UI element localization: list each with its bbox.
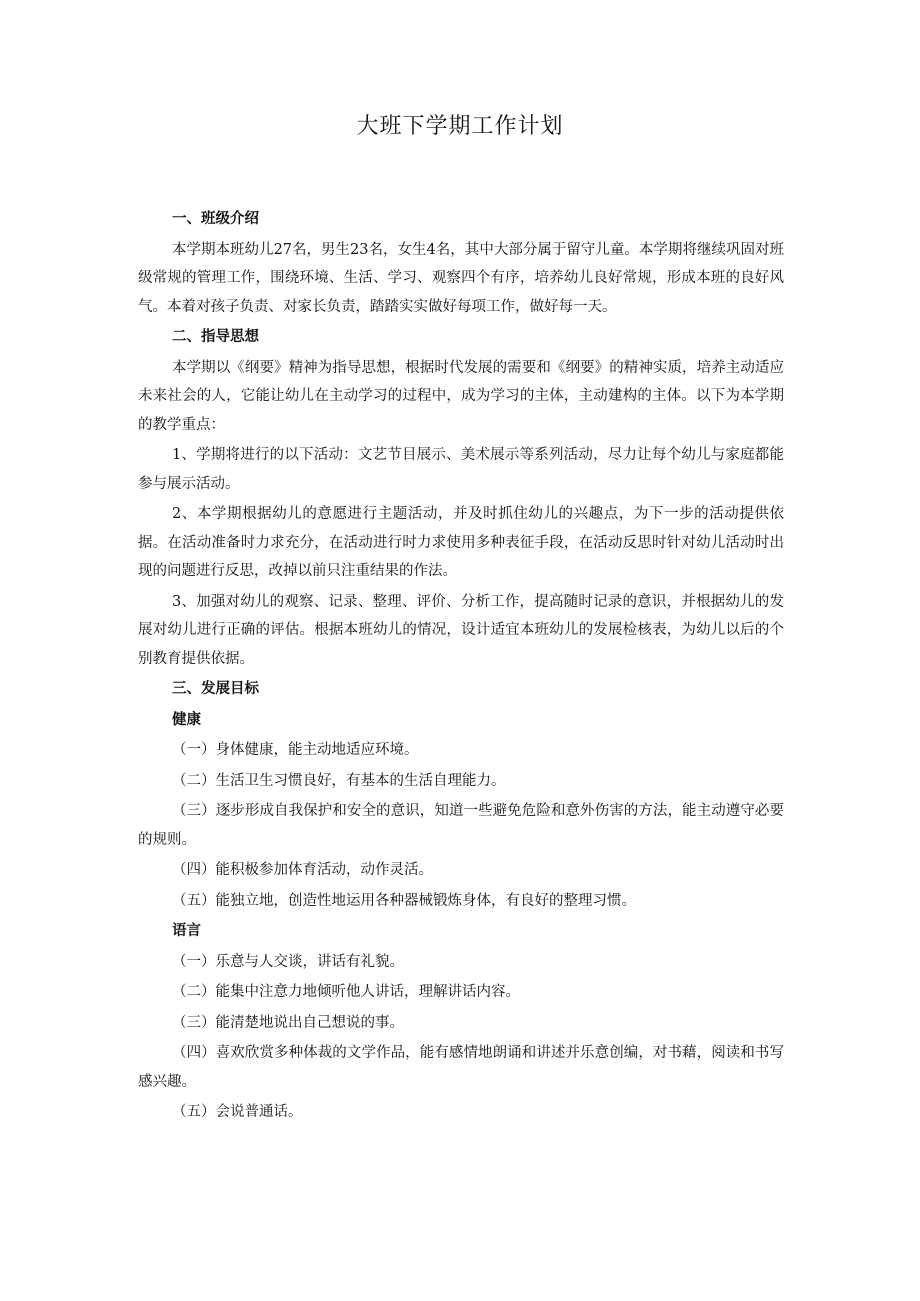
guiding-paragraph: 本学期以《纲要》精神为指导思想，根据时代发展的需要和《纲要》的精神实质，培养主动适应未来社会的人，它能让幼儿在主动学习的过程中，成为学习的主体，主动建构的主体。以下为本学期的教学重点： xyxy=(138,359,784,433)
health-item-3: （三）逐步形成自我保护和安全的意识，知道一些避免危险和意外伤害的方法，能主动遵守必要的规则。 xyxy=(138,803,784,848)
health-item-5: （五）能独立地，创造性地运用各种器械锻炼身体，有良好的整理习惯。 xyxy=(172,892,636,909)
document-title: 大班下学期工作计划 xyxy=(356,114,564,139)
health-item-2: （二）生活卫生习惯良好，有基本的生活自理能力。 xyxy=(172,772,506,789)
document-body xyxy=(138,205,784,1129)
language-item-5: （五）会说普通话。 xyxy=(172,1104,303,1120)
class-intro-paragraph: 本学期本班幼儿27名，男生23名，女生4名，其中大部分属于留守儿童。本学期将继续巩固对班级常规的管理工作，围绕环境、生活、学习、观察四个有序，培养幼儿良好常规，形成本班的良好风气。本着对孩子负责、对家长负责，踏踏实实做好每项工作，做好每一天。 xyxy=(138,241,784,315)
health-item-4: （四）能积极参加体育活动，动作灵活。 xyxy=(172,862,433,878)
guiding-point-2: 2、本学期根据幼儿的意愿进行主题活动，并及时抓住幼儿的兴趣点，为下一步的活动提供依据。在活动准备时力求充分，在活动进行时力求使用多种表征手段，在活动反思时针对幼儿活动时出现的问题进行反思，改掉以前只注重结果的作法。 xyxy=(138,506,784,579)
language-item-4: （四）喜欢欣赏多种体裁的文学作品，能有感情地朗诵和讲述并乐意创编，对书藉，阅读和书写感兴趣。 xyxy=(138,1045,784,1090)
language-item-3: （三）能清楚地说出自己想说的事。 xyxy=(172,1014,404,1031)
section-heading-class-intro: 一、班级介绍 xyxy=(172,210,259,227)
section-heading-guiding: 二、指导思想 xyxy=(172,328,259,345)
guiding-point-1: 1、学期将进行的以下活动：文艺节目展示、美术展示等系列活动，尽力让每个幼儿与家庭都能参与展示活动。 xyxy=(138,447,784,492)
section-heading-goals: 三、发展目标 xyxy=(172,680,259,697)
subsection-heading-language: 语言 xyxy=(172,922,201,939)
health-item-1: （一）身体健康，能主动地适应环境。 xyxy=(172,742,419,758)
language-item-1: （一）乐意与人交谈，讲话有礼貌。 xyxy=(172,953,404,970)
language-item-2: （二）能集中注意力地倾听他人讲话，理解讲话内容。 xyxy=(172,984,520,1000)
guiding-point-3: 3、加强对幼儿的观察、记录、整理、评价、分析工作，提高随时记录的意识，并根据幼儿的发展对幼儿进行正确的评估。根据本班幼儿的情况，设计适宜本班幼儿的发展检核表，为幼儿以后的个别教育提供依据。 xyxy=(138,593,784,667)
subsection-heading-health: 健康 xyxy=(172,710,201,728)
